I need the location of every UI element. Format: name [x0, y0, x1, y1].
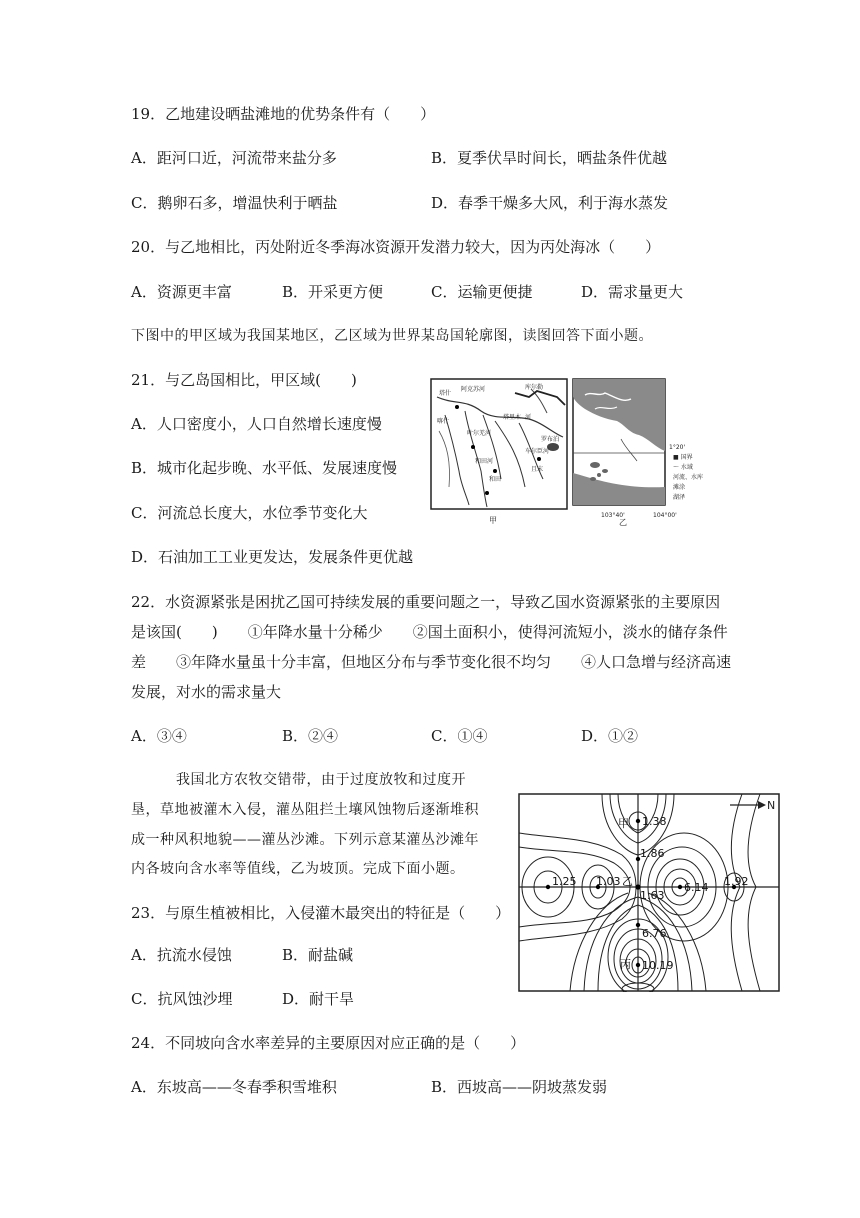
- point-label-bing: 丙: [620, 958, 631, 971]
- value-label: 1.38: [642, 815, 667, 828]
- q24-option-a: A．东坡高——冬春季积雪堆积: [131, 1078, 337, 1096]
- q21-stem: 21．与乙岛国相比，甲区域( ): [131, 371, 357, 389]
- q22-stem-line-2: 是该国( ) ①年降水量十分稀少 ②国土面积小，使得河流短小，淡水的储存条件: [131, 623, 728, 641]
- q23-option-d: D．耐干旱: [282, 990, 355, 1008]
- contour-figure: [518, 793, 780, 992]
- map-label: 和田河: [475, 458, 494, 465]
- value-label: 1.63: [640, 889, 665, 902]
- q22-stem-line-3: 差 ③年降水量虽十分丰富，但地区分布与季节变化很不均匀 ④人口急增与经济高速: [131, 653, 732, 671]
- q21-option-a: A．人口密度小，人口自然增长速度慢: [131, 415, 382, 433]
- q23-option-a: A．抗流水侵蚀: [131, 946, 232, 964]
- intro-23-line-4: 内各坡向含水率等值线，乙为坡顶。完成下面小题。: [131, 861, 465, 877]
- map-lon-2: 104°00': [653, 512, 677, 519]
- map-label: 库尔勒: [525, 384, 544, 391]
- q19-option-a: A．距河口近，河流带来盐分多: [131, 149, 337, 167]
- legend-item: 湖泽: [673, 494, 686, 501]
- map-lat: 1°20': [669, 444, 686, 451]
- intro-23-line-2: 垦，草地被灌木入侵，灌丛阻拦土壤风蚀物后逐渐堆积: [131, 802, 479, 818]
- value-label: 10.19: [642, 959, 674, 972]
- point-label-jia: 甲: [618, 817, 629, 830]
- q20-stem: 20．与乙地相比，丙处附近冬季海冰资源开发潜力较大，因为丙处海冰（ ）: [131, 238, 661, 256]
- q20-option-c: C．运输更便捷: [431, 283, 533, 301]
- q22-option-c: C．①④: [431, 727, 488, 745]
- q24-stem: 24．不同坡向含水率差异的主要原因对应正确的是（ ）: [131, 1034, 526, 1052]
- value-label: 1.25: [552, 875, 577, 888]
- q23-option-c: C．抗风蚀沙埋: [131, 990, 233, 1008]
- q21-option-c: C．河流总长度大，水位季节变化大: [131, 504, 368, 522]
- point-label-yi: 乙: [622, 875, 633, 888]
- value-label: 1.86: [640, 847, 665, 860]
- map-label: 叶尔羌河: [467, 430, 492, 437]
- value-label: 1.03: [596, 875, 621, 888]
- q22-option-d: D．①②: [581, 727, 639, 745]
- legend-item: 河流、水库: [673, 474, 704, 481]
- legend-item: ■ 国界: [673, 454, 693, 461]
- map-label: 且末: [531, 466, 544, 473]
- intro-23-line-3: 成一种风积地貌——灌丛沙滩。下列示意某灌丛沙滩年: [131, 832, 479, 848]
- map-label: 阿克苏河: [461, 386, 486, 393]
- map-lon-1: 103°40': [601, 512, 625, 519]
- map-label: 塔里木: [503, 414, 522, 421]
- map-label: 车尔臣河: [525, 448, 550, 455]
- q19-option-d: D．春季干燥多大风，利于海水蒸发: [431, 194, 669, 212]
- q20-option-b: B．开采更方便: [282, 283, 384, 301]
- q22-stem-line-1: 22．水资源紧张是困扰乙国可持续发展的重要问题之一，导致乙国水资源紧张的主要原因: [131, 593, 721, 611]
- value-label: 1.92: [724, 875, 749, 888]
- q23-stem: 23．与原生植被相比，入侵灌木最突出的特征是（ ）: [131, 904, 511, 922]
- q22-option-a: A．③④: [131, 727, 187, 745]
- q20-option-d: D．需求量更大: [581, 283, 684, 301]
- intro-23-line-1: 我国北方农牧交错带，由于过度放牧和过度开: [176, 772, 466, 788]
- value-label: 6.14: [684, 881, 709, 894]
- map-label: 喀什: [437, 418, 450, 425]
- map-label: 和田: [489, 476, 502, 483]
- north-label: N: [767, 799, 776, 812]
- map-label: 河: [525, 414, 532, 421]
- legend-item: 滩涂: [673, 484, 686, 491]
- q22-option-b: B．②④: [282, 727, 339, 745]
- q22-stem-line-4: 发展，对水的需求量大: [131, 683, 282, 701]
- q20-option-a: A．资源更丰富: [131, 283, 232, 301]
- q19-option-c: C．鹅卵石多，增温快利于晒盐: [131, 194, 338, 212]
- intro-21: 下图中的甲区域为我国某地区，乙区域为世界某岛国轮廓图，读图回答下面小题。: [131, 328, 653, 344]
- map-caption-jia: 甲: [489, 516, 497, 525]
- map-caption-yi: 乙: [619, 518, 627, 527]
- q19-stem: 19．乙地建设晒盐滩地的优势条件有（ ）: [131, 105, 436, 123]
- q19-option-b: B．夏季伏旱时间长，晒盐条件优越: [431, 149, 668, 167]
- legend-item: ～ 水域: [673, 464, 693, 471]
- q21-option-d: D．石油加工工业更发达，发展条件更优越: [131, 548, 414, 566]
- map-label: 罗布泊: [541, 436, 560, 443]
- map-label: 塔什: [439, 390, 452, 397]
- q21-option-b: B．城市化起步晚、水平低、发展速度慢: [131, 459, 398, 477]
- q24-option-b: B．西坡高——阴坡蒸发弱: [431, 1078, 608, 1096]
- value-label: 6.76: [642, 927, 667, 940]
- q23-option-b: B．耐盐碱: [282, 946, 354, 964]
- map-figure: [425, 375, 720, 528]
